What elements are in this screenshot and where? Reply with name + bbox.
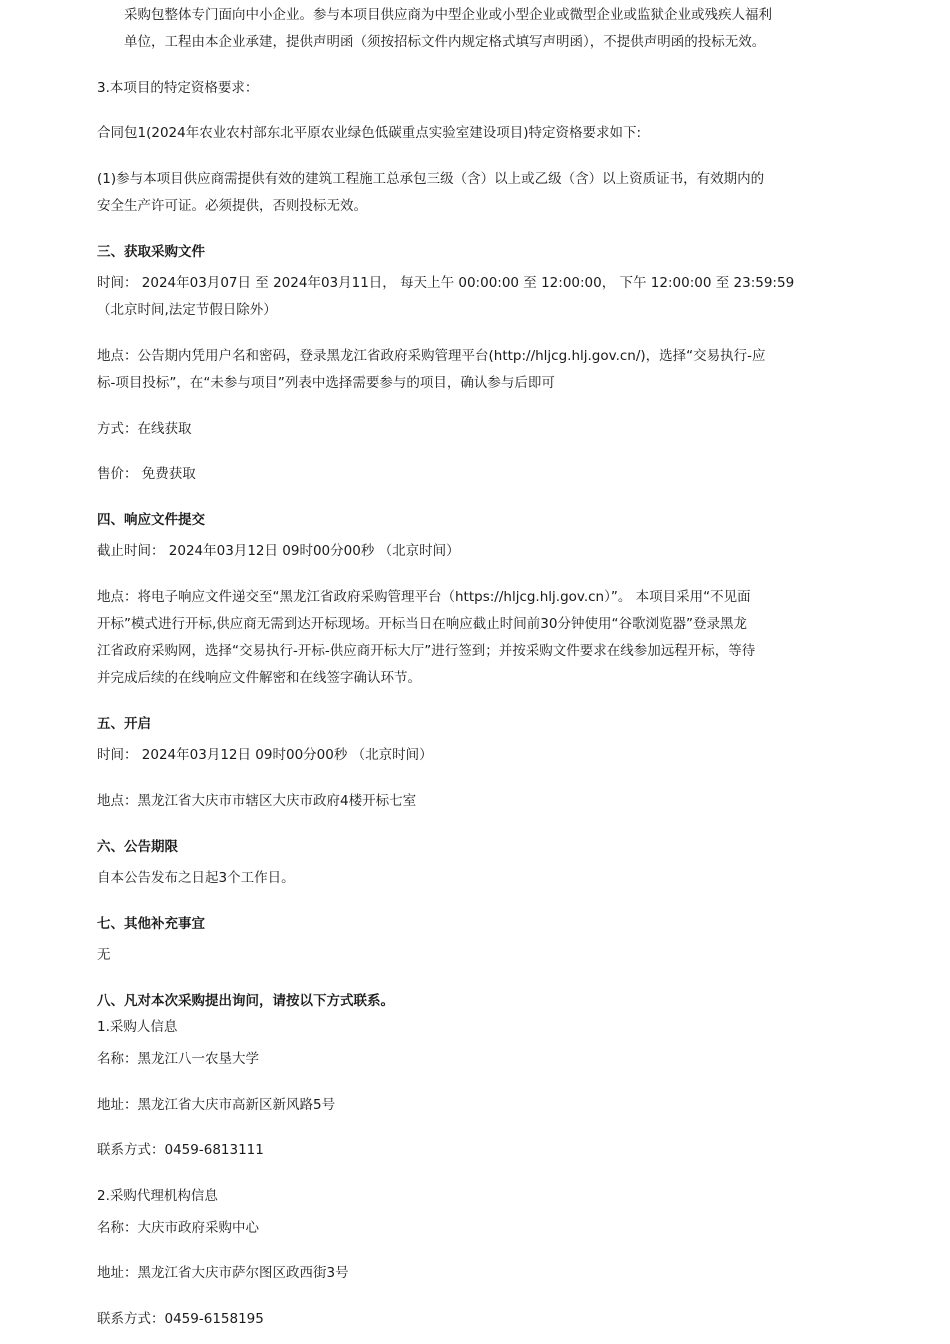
- section-heading-opening: 五、开启: [97, 716, 151, 732]
- obtain-time-line-1: 时间： 2024年03月07日 至 2024年03月11日， 每天上午 00:00:00 至 12:00:00， 下午 12:00:00 至 23:59:59: [97, 275, 795, 291]
- section-heading-other-matters: 七、其他补充事宜: [97, 916, 205, 932]
- submission-place-line-4: 并完成后续的在线响应文件解密和在线签字确认环节。: [97, 670, 421, 686]
- purchaser-name: 名称：黑龙江八一农垦大学: [97, 1051, 259, 1067]
- purchaser-address: 地址：黑龙江省大庆市高新区新风路5号: [97, 1097, 336, 1113]
- opening-place: 地点：黑龙江省大庆市市辖区大庆市政府4楼开标七室: [97, 793, 417, 809]
- submission-place-line-3: 江省政府采购网，选择“交易执行-开标-供应商开标大厅”进行签到；并按采购文件要求在线参加远程开标，等待: [97, 643, 756, 659]
- agency-title: 2.采购代理机构信息: [97, 1188, 218, 1204]
- qualification-title: 3.本项目的特定资格要求：: [97, 80, 259, 96]
- intro-line-1: 采购包整体专门面向中小企业。参与本项目供应商为中型企业或小型企业或微型企业或监狱企业或残疾人福利: [124, 7, 772, 23]
- obtain-time-line-2: （北京时间,法定节假日除外）: [97, 302, 277, 318]
- other-matters-text: 无: [97, 947, 111, 963]
- section-heading-submission: 四、响应文件提交: [97, 512, 205, 528]
- agency-contact: 联系方式：0459-6158195: [97, 1311, 264, 1327]
- intro-line-2: 单位，工程由本企业承建，提供声明函（须按招标文件内规定格式填写声明函），不提供声明函的投标无效。: [124, 34, 766, 50]
- announcement-period-text: 自本公告发布之日起3个工作日。: [97, 870, 295, 886]
- obtain-price: 售价： 免费获取: [97, 466, 196, 482]
- obtain-place-line-2: 标-项目投标”，在“未参与项目”列表中选择需要参与的项目，确认参与后即可: [97, 375, 555, 391]
- submission-deadline: 截止时间： 2024年03月12日 09时00分00秒 （北京时间）: [97, 543, 460, 559]
- obtain-method: 方式：在线获取: [97, 421, 192, 437]
- opening-time: 时间： 2024年03月12日 09时00分00秒 （北京时间）: [97, 747, 433, 763]
- agency-address: 地址：黑龙江省大庆市萨尔图区政西街3号: [97, 1265, 349, 1281]
- obtain-place-line-1: 地点：公告期内凭用户名和密码，登录黑龙江省政府采购管理平台(http://hljcg.hlj.gov.cn/)，选择“交易执行-应: [97, 348, 766, 364]
- agency-name: 名称：大庆市政府采购中心: [97, 1220, 259, 1236]
- section-heading-contact: 八、凡对本次采购提出询问，请按以下方式联系。: [97, 993, 394, 1009]
- purchaser-title: 1.采购人信息: [97, 1019, 178, 1035]
- qualification-req1-line-1: (1)参与本项目供应商需提供有效的建筑工程施工总承包三级（含）以上或乙级（含）以上资质证书，有效期内的: [97, 171, 765, 187]
- qualification-package: 合同包1(2024年农业农村部东北平原农业绿色低碳重点实验室建设项目)特定资格要求如下:: [97, 125, 642, 141]
- submission-place-line-2: 开标”模式进行开标,供应商无需到达开标现场。开标当日在响应截止时间前30分钟使用“谷歌浏览器”登录黑龙: [97, 616, 747, 632]
- section-heading-announcement-period: 六、公告期限: [97, 839, 178, 855]
- section-heading-obtain-documents: 三、获取采购文件: [97, 244, 205, 260]
- qualification-req1-line-2: 安全生产许可证。必须提供，否则投标无效。: [97, 198, 367, 214]
- purchaser-contact: 联系方式：0459-6813111: [97, 1142, 264, 1158]
- submission-place-line-1: 地点：将电子响应文件递交至“黑龙江省政府采购管理平台（https://hljcg.hlj.gov.cn）”。 本项目采用“不见面: [97, 589, 751, 605]
